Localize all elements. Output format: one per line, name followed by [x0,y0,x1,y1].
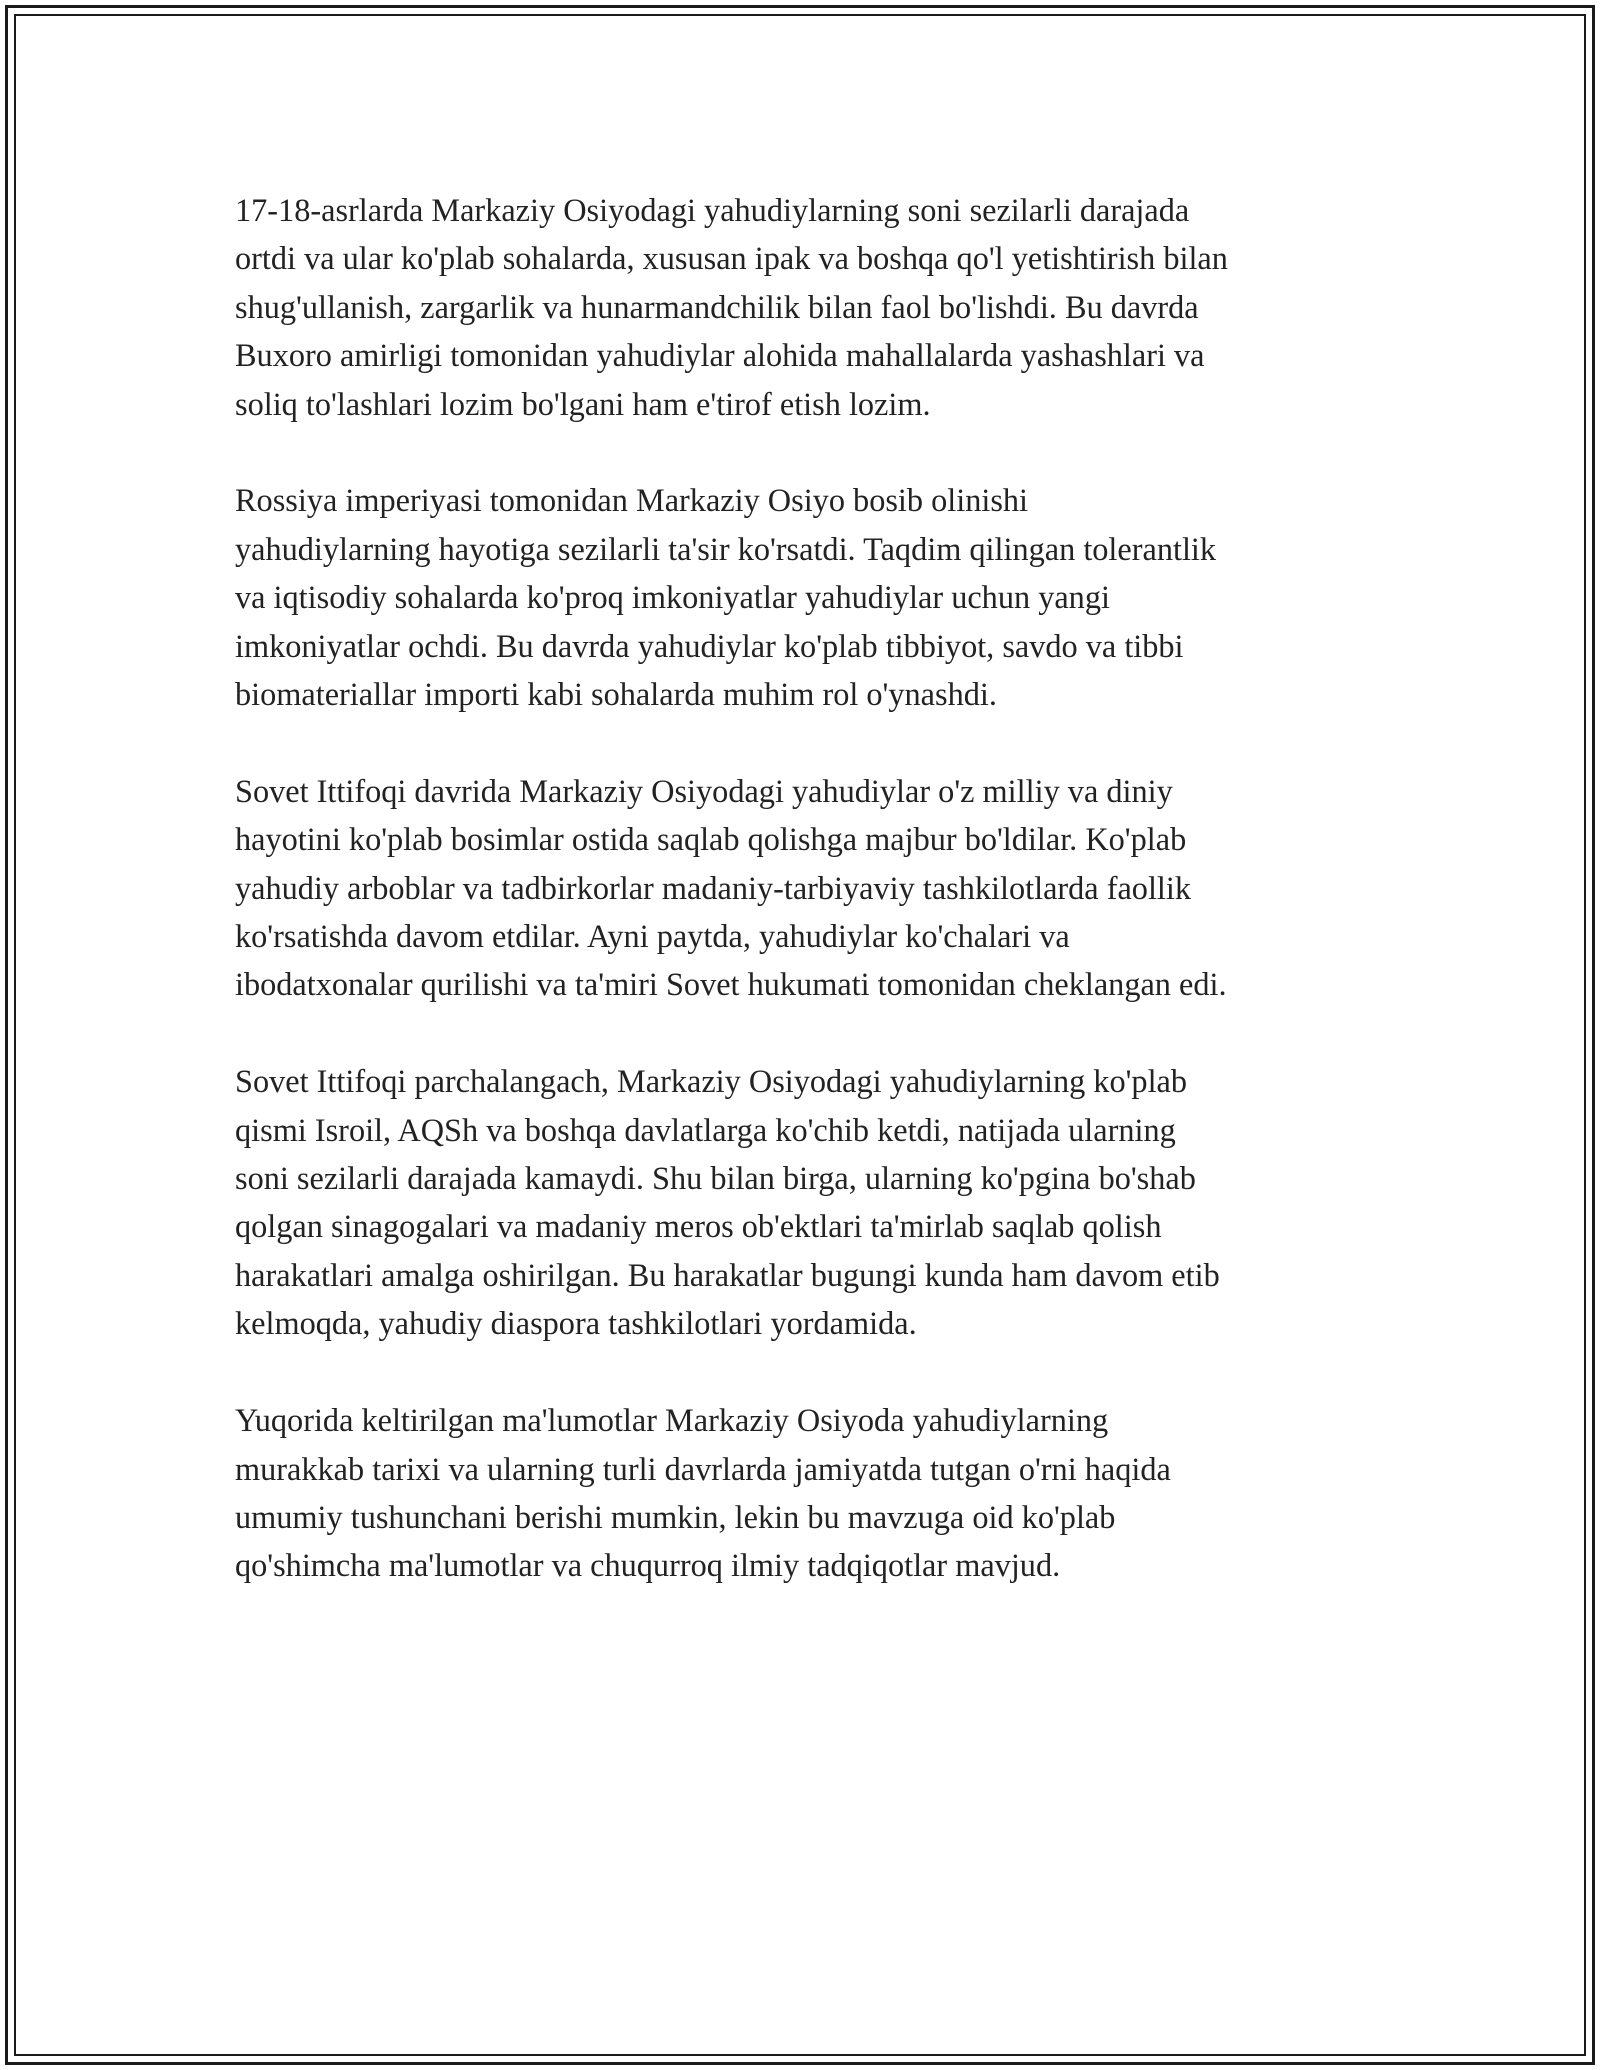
paragraph-5: Yuqorida keltirilgan ma'lumotlar Markaziy Osiyoda yahudiylarning murakkab tarixi va ularning turli davrlarda jamiyatda tutgan o'rni haqida umumiy tushunchani berishi mumkin, lekin bu mavzuga oid ko'plab qo'shimcha ma'lumotlar va chuqurroq ilmiy tadqiqotlar mavjud. [235,1402,1171,1584]
paragraph-4: Sovet Ittifoqi parchalangach, Markaziy Osiyodagi yahudiylarning ko'plab qismi Isroil, AQSh va boshqa davlatlarga ko'chib ketdi, natijada ularning soni sezilarli darajada kamaydi. Shu bilan birga, ularning ko'pgina bo'shab qolgan sinagogalari va madaniy meros ob'ektlari ta'mirlab saqlab qolish harakatlari amalga oshirilgan. Bu harakatlar bugungi kunda ham davom etib kelmoqda, yahudiy diaspora tashkilotlari yordamida. [235,1063,1220,1342]
paragraph-1: 17-18-asrlarda Markaziy Osiyodagi yahudiylarning soni sezilarli darajada ortdi va ular ko'plab sohalarda, xususan ipak va boshqa qo'l yetishtirish bilan shug'ullanish, zargarlik va hunarmandchilik bilan faol bo'lishdi. Bu davrda Buxoro amirligi tomonidan yahudiylar alohida mahallalarda yashashlari va soliq to'lashlari lozim bo'lgani ham e'tirof etish lozim. [235,192,1228,422]
paragraph-3: Sovet Ittifoqi davrida Markaziy Osiyodagi yahudiylar o'z milliy va diniy hayotini ko'plab bosimlar ostida saqlab qolishga majbur bo'ldilar. Ko'plab yahudiy arboblar va tadbirkorlar madaniy-tarbiyaviy tashkilotlarda faollik ko'rsatishda davom etdilar. Ayni paytda, yahudiylar ko'chalari va ibodatxonalar qurilishi va ta'miri Sovet hukumati tomonidan cheklangan edi. [235,772,1227,1003]
paragraph-2: Rossiya imperiyasi tomonidan Markaziy Osiyo bosib olinishi yahudiylarning hayotiga sezilarli ta'sir ko'rsatdi. Taqdim qilingan tolerantlik va iqtisodiy sohalarda ko'proq imkoniyatlar yahudiylar uchun yangi imkoniyatlar ochdi. Bu davrda yahudiylar ko'plab tibbiyot, savdo va tibbi biomateriallar importi kabi sohalarda muhim rol o'ynashdi. [235,482,1217,713]
document-body [235,186,1370,1638]
